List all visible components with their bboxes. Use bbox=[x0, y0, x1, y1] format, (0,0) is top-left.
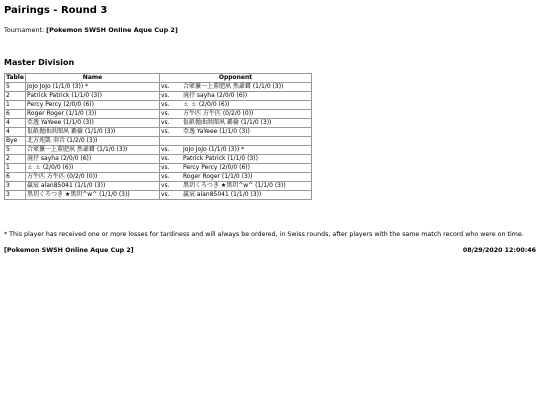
row-table-number: 2 bbox=[5, 92, 26, 101]
row-table-number: Bye bbox=[5, 137, 26, 146]
pairings-page bbox=[4, 0, 536, 257]
row-opponent-name: 亞逸 YaYeee (1/1/0 (3)) bbox=[182, 128, 312, 137]
header-table: Table bbox=[6, 74, 24, 81]
table-row bbox=[5, 173, 312, 182]
table-row bbox=[5, 92, 312, 101]
row-vs: vs. bbox=[160, 191, 183, 200]
row-table-number: 6 bbox=[5, 173, 26, 182]
tournament-line bbox=[4, 26, 536, 34]
row-vs: vs. bbox=[160, 110, 183, 119]
row-table-number: 1 bbox=[5, 164, 26, 173]
row-opponent-name: 合眾獵一上董肥夙 然爺鎶 (1/1/0 (3)) bbox=[182, 83, 312, 92]
row-table-number: 4 bbox=[5, 128, 26, 137]
row-vs: vs. bbox=[160, 164, 183, 173]
row-table-number: 1 bbox=[5, 101, 26, 110]
row-vs: vs. bbox=[160, 92, 183, 101]
header-name: Name bbox=[26, 74, 160, 83]
table-row bbox=[5, 128, 312, 137]
row-opponent-name bbox=[182, 137, 312, 146]
tournament-name: [Pokemon SWSH Online Aque Cup 2] bbox=[46, 26, 178, 34]
row-vs: vs. bbox=[160, 128, 183, 137]
row-table-number: 3 bbox=[5, 191, 26, 200]
division-heading: Master Division bbox=[4, 58, 75, 67]
row-opponent-name: 方牛匹 方牛匹 (0/2/0 (0)) bbox=[182, 110, 312, 119]
row-table-number: 4 bbox=[5, 119, 26, 128]
table-header-row bbox=[5, 74, 312, 83]
row-table-number: 3 bbox=[5, 182, 26, 191]
row-vs bbox=[160, 137, 183, 146]
row-opponent-name: 赢宸 alan85041 (1/1/0 (3)) bbox=[182, 191, 312, 200]
row-player-name: 合眾獵一上董肥夙 然爺鎶 (1/1/0 (3)) bbox=[26, 146, 160, 155]
row-table-number: 6 bbox=[5, 110, 26, 119]
tournament-label: Tournament: bbox=[4, 26, 45, 34]
row-opponent-name: Patrick Patrick (1/1/0 (3)) bbox=[182, 155, 312, 164]
row-opponent-name: 黑玥くろつき ★黑玥^w^ (1/1/0 (3)) bbox=[182, 182, 312, 191]
row-opponent-name: Roger Roger (1/1/0 (3)) bbox=[182, 173, 312, 182]
page-title: Pairings - Round 3 bbox=[4, 5, 108, 16]
row-player-name: Percy Percy (2/0/0 (6)) bbox=[26, 101, 160, 110]
table-row bbox=[5, 119, 312, 128]
table-row bbox=[5, 83, 312, 92]
header-opponent: Opponent bbox=[160, 74, 312, 83]
row-player-name: 滰抒 sayha (2/0/0 (6)) bbox=[26, 155, 160, 164]
row-opponent-name: 佤畝拋曲洪图夙 覇倫 (1/1/0 (3)) bbox=[182, 119, 312, 128]
row-vs: vs. bbox=[160, 119, 183, 128]
row-player-name: ㄊ ㄊ (2/0/0 (6)) bbox=[26, 164, 160, 173]
row-vs: vs. bbox=[160, 83, 183, 92]
row-opponent-name: JoJo JoJo (1/1/0 (3)) * bbox=[182, 146, 312, 155]
footer-tournament: [Pokemon SWSH Online Aque Cup 2] bbox=[4, 247, 134, 254]
table-row bbox=[5, 155, 312, 164]
row-player-name: JoJo JoJo (1/1/0 (3)) * bbox=[26, 83, 160, 92]
row-vs: vs. bbox=[160, 173, 183, 182]
row-player-name: 北方苑凱 羽音 (1/2/0 (3)) bbox=[26, 137, 160, 146]
row-vs: vs. bbox=[160, 101, 183, 110]
pairings-table bbox=[4, 73, 312, 200]
footer-timestamp: 08/29/2020 12:00:46 bbox=[462, 247, 536, 254]
row-table-number: 2 bbox=[5, 155, 26, 164]
tardiness-note: * This player has received one or more losses for tardiness and will always be ordered, in Swiss rounds, after players with the same match record who were on time. bbox=[4, 231, 524, 238]
table-row bbox=[5, 164, 312, 173]
row-player-name: 佤畝拋曲洪图夙 覇倫 (1/1/0 (3)) bbox=[26, 128, 160, 137]
row-opponent-name: Percy Percy (2/0/0 (6)) bbox=[182, 164, 312, 173]
row-opponent-name: ㄊ ㄊ (2/0/0 (6)) bbox=[182, 101, 312, 110]
row-player-name: 亞逸 YaYeee (1/1/0 (3)) bbox=[26, 119, 160, 128]
table-row bbox=[5, 101, 312, 110]
footer bbox=[4, 247, 536, 257]
table-row bbox=[5, 110, 312, 119]
row-player-name: Patrick Patrick (1/1/0 (3)) bbox=[26, 92, 160, 101]
row-table-number: 5 bbox=[5, 146, 26, 155]
row-player-name: 黑玥くろつき ★黑玥^w^ (1/1/0 (3)) bbox=[26, 191, 160, 200]
row-player-name: 赢宸 alan85041 (1/1/0 (3)) bbox=[26, 182, 160, 191]
table-row bbox=[5, 182, 312, 191]
row-vs: vs. bbox=[160, 146, 183, 155]
row-vs: vs. bbox=[160, 155, 183, 164]
row-player-name: Roger Roger (1/1/0 (3)) bbox=[26, 110, 160, 119]
row-vs: vs. bbox=[160, 182, 183, 191]
row-player-name: 方牛匹 方牛匹 (0/2/0 (0)) bbox=[26, 173, 160, 182]
row-table-number: 5 bbox=[5, 83, 26, 92]
row-opponent-name: 滰抒 sayha (2/0/0 (6)) bbox=[182, 92, 312, 101]
pairings-body bbox=[5, 83, 312, 200]
table-row bbox=[5, 191, 312, 200]
table-row bbox=[5, 137, 312, 146]
table-row bbox=[5, 146, 312, 155]
